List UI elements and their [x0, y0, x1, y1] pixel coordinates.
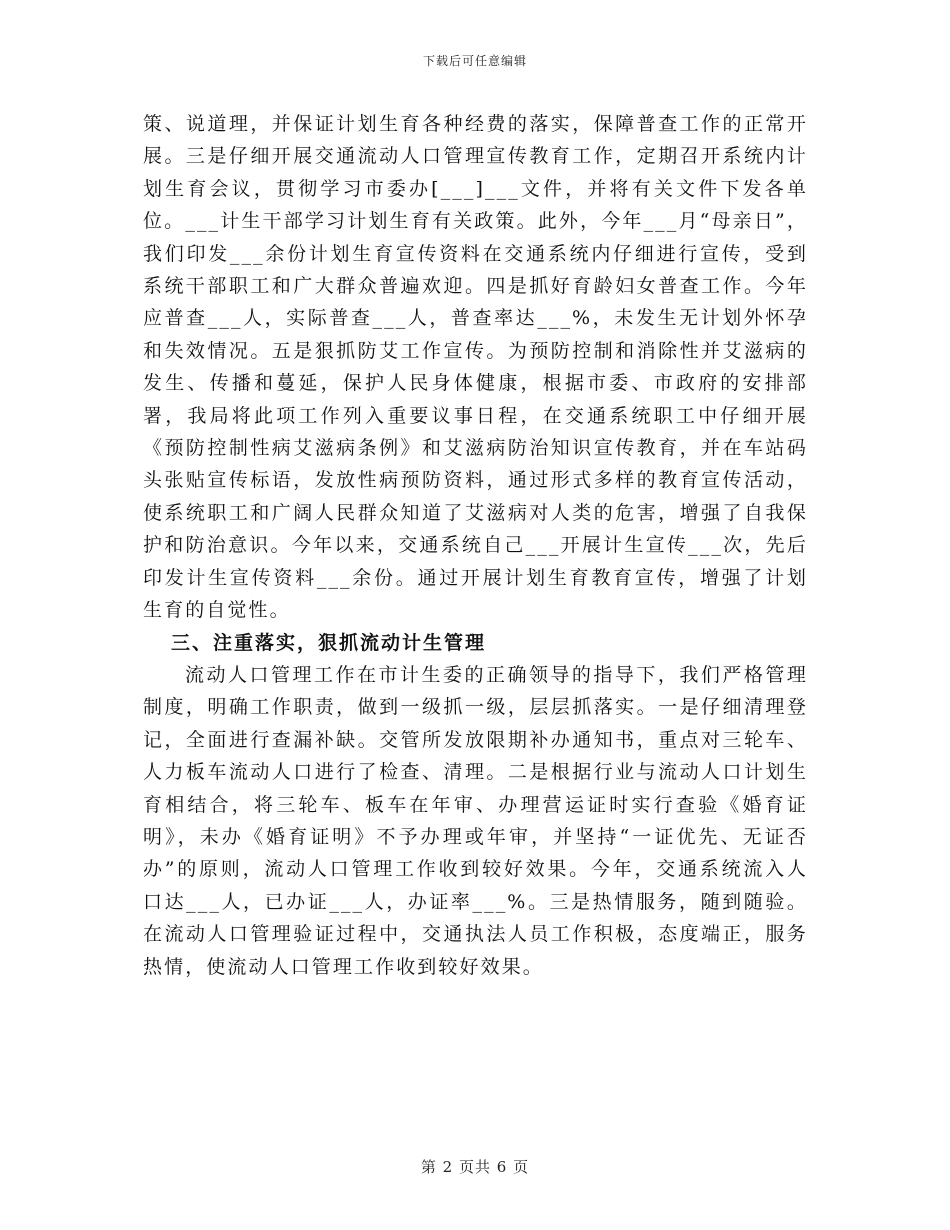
page-number: 第 2 页共 6 页 [420, 1158, 530, 1176]
body-paragraph: 策、说道理，并保证计划生育各种经费的落实，保障普查工作的正常开展。三是仔细开展交通流动人口管理宣传教育工作，定期召开系统内计划生育会议，贯彻学习市委办[___]___文件，并将有关文件下发各单位。___计生干部学习计划生育有关政策。此外，今年___月“母亲日”，我们印发___余份计划生育宣传资料在交通系统内仔细进行宣传，受到系统干部职工和广大群众普遍欢迎。四是抓好育龄妇女普查工作。今年应普查___人，实际普查___人，普查率达___%，未发生无计划外怀孕和失效情况。五是狠抓防艾工作宣传。为预防控制和消除性并艾滋病的发生、传播和蔓延，保护人民身体健康，根据市委、市政府的安排部署，我局将此项工作列入重要议事日程，在交通系统职工中仔细开展《预防控制性病艾滋病条例》和艾滋病防治知识宣传教育，并在车站码头张贴宣传标语，发放性病预防资料，通过形式多样的教育宣传活动，使系统职工和广阔人民群众知道了艾滋病对人类的危害，增强了自我保护和防治意识。今年以来，交通系统自己___开展计生宣传___次，先后印发计生宣传资料___余份。通过开展计划生育教育宣传，增强了计划生育的自觉性。 [143, 113, 808, 622]
document-body [143, 108, 808, 983]
body-paragraph: 流动人口管理工作在市计生委的正确领导的指导下，我们严格管理制度，明确工作职责，做到一级抓一级，层层抓落实。一是仔细清理登记，全面进行查漏补缺。交管所发放限期补办通知书，重点对三轮车、人力板车流动人口进行了检查、清理。二是根据行业与流动人口计划生育相结合，将三轮车、板车在年审、办理营运证时实行查验《婚育证明》，未办《婚育证明》不予办理或年审，并坚持“一证优先、无证否办”的原则，流动人口管理工作收到较好效果。今年，交通系统流入人口达___人，已办证___人，办证率___%。三是热情服务，随到随验。在流动人口管理验证过程中，交通执法人员工作积极，态度端正，服务热情，使流动人口管理工作收到较好效果。 [143, 663, 808, 978]
page-header: 下载后可任意编辑 [422, 54, 527, 68]
section-heading: 三、注重落实，狠抓流动计生管理 [171, 631, 487, 654]
